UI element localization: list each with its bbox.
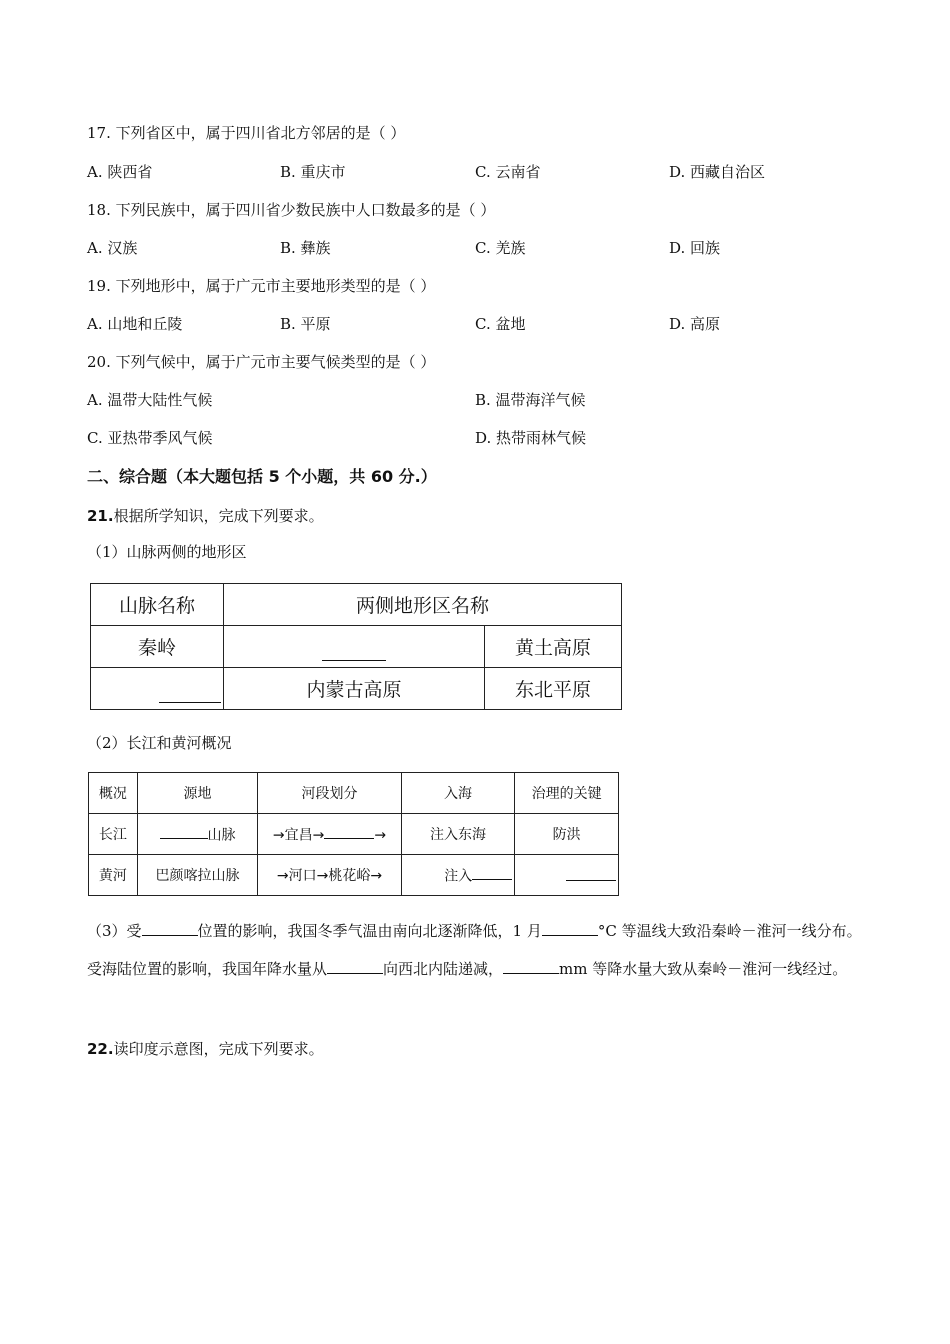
question-20-option-b: B. 温带海洋气候	[475, 391, 586, 409]
segment-text: →宜昌→	[272, 827, 325, 844]
question-20-option-a: A. 温带大陆性气候	[87, 391, 213, 409]
table1-cell-blank-1[interactable]	[224, 626, 485, 668]
table1-header-mountain: 山脉名称	[91, 584, 224, 626]
table2-cell-yellow-segments: →河口→桃花峪→	[258, 855, 401, 896]
answer-blank[interactable]	[159, 683, 221, 704]
question-18-option-c: C. 羌族	[475, 239, 526, 257]
sub3-text-4: 向西北内陆递减，	[383, 960, 504, 978]
table2-cell-yangtze-source[interactable]	[137, 814, 258, 855]
question-19-option-b: B. 平原	[280, 315, 331, 333]
section-title: 二、综合题（本大题包括 5 个小题，共 60 分.）	[87, 467, 437, 486]
sub3-text-5: mm 等降水量大致从秦岭－淮河一线经过。	[559, 960, 848, 978]
question-17-option-d: D. 西藏自治区	[669, 163, 766, 181]
question-22-stem	[87, 1038, 324, 1059]
question-18-option-b: B. 彝族	[280, 239, 331, 257]
table2-header-source: 源地	[137, 773, 258, 814]
question-22-text: 读印度示意图，完成下列要求。	[113, 1040, 324, 1058]
answer-blank[interactable]	[503, 957, 559, 974]
table2-cell-yangtze-key: 防洪	[515, 814, 619, 855]
question-21-stem	[87, 505, 324, 526]
answer-blank[interactable]	[324, 824, 374, 840]
table2-cell-yangtze-sea: 注入东海	[401, 814, 515, 855]
answer-blank[interactable]	[542, 919, 598, 936]
answer-blank[interactable]	[566, 865, 616, 881]
table2-cell-yellow-source: 巴颜喀拉山脉	[137, 855, 258, 896]
question-18-stem: 18. 下列民族中，属于四川省少数民族中人口数最多的是（ ）	[87, 201, 496, 219]
mountain-suffix: 山脉	[207, 827, 236, 844]
table1-cell-loess: 黄土高原	[485, 626, 622, 668]
question-19-option-a: A. 山地和丘陵	[87, 315, 183, 333]
table1-header-regions: 两侧地形区名称	[224, 584, 622, 626]
question-17-option-a: A. 陕西省	[87, 163, 153, 181]
table2-header-key: 治理的关键	[515, 773, 619, 814]
table2-header-segments: 河段划分	[258, 773, 401, 814]
table2-header-overview: 概况	[89, 773, 138, 814]
question-19-option-c: C. 盆地	[475, 315, 526, 333]
table2-cell-yellow-river: 黄河	[89, 855, 138, 896]
question-21-sub1: （1）山脉两侧的地形区	[87, 543, 247, 561]
mountain-terrain-table	[90, 583, 622, 710]
table1-cell-qinling: 秦岭	[91, 626, 224, 668]
sea-prefix: 注入	[444, 868, 473, 885]
question-21-text: 根据所学知识，完成下列要求。	[113, 507, 324, 525]
question-21-number: 21.	[87, 507, 114, 525]
answer-blank[interactable]	[327, 957, 383, 974]
sub3-text-3: °C 等温线大致沿秦岭－淮河一线分布。受海陆位置的影响，我国年降水量从	[87, 922, 862, 978]
question-18-option-d: D. 回族	[669, 239, 721, 257]
question-20-option-d: D. 热带雨林气候	[475, 429, 587, 447]
question-21-sub3	[87, 912, 867, 988]
answer-blank[interactable]	[142, 919, 198, 936]
question-17-option-b: B. 重庆市	[280, 163, 346, 181]
segment-arrow: →	[374, 827, 387, 844]
table1-cell-blank-2[interactable]	[91, 668, 224, 710]
question-20-stem: 20. 下列气候中，属于广元市主要气候类型的是（ ）	[87, 353, 436, 371]
answer-blank[interactable]	[160, 824, 208, 840]
table2-cell-yangtze: 长江	[89, 814, 138, 855]
answer-blank[interactable]	[472, 865, 512, 881]
table2-cell-yellow-sea[interactable]	[401, 855, 515, 896]
question-18-option-a: A. 汉族	[87, 239, 138, 257]
table2-header-sea: 入海	[401, 773, 515, 814]
sub3-text-1: （3）受	[87, 922, 142, 940]
table2-cell-yangtze-segments[interactable]	[258, 814, 401, 855]
table1-cell-inner-mongolia: 内蒙古高原	[224, 668, 485, 710]
sub3-text-2: 位置的影响，我国冬季气温由南向北逐渐降低，1 月	[197, 922, 542, 940]
question-22-number: 22.	[87, 1040, 114, 1058]
rivers-table	[88, 772, 619, 896]
question-21-sub2: （2）长江和黄河概况	[87, 734, 232, 752]
answer-blank[interactable]	[322, 641, 386, 662]
table2-cell-yellow-key[interactable]	[515, 855, 619, 896]
question-19-option-d: D. 高原	[669, 315, 721, 333]
question-19-stem: 19. 下列地形中，属于广元市主要地形类型的是（ ）	[87, 277, 436, 295]
table1-cell-northeast-plain: 东北平原	[485, 668, 622, 710]
question-17-option-c: C. 云南省	[475, 163, 541, 181]
question-17-stem: 17. 下列省区中，属于四川省北方邻居的是（ ）	[87, 124, 406, 142]
question-20-option-c: C. 亚热带季风气候	[87, 429, 213, 447]
